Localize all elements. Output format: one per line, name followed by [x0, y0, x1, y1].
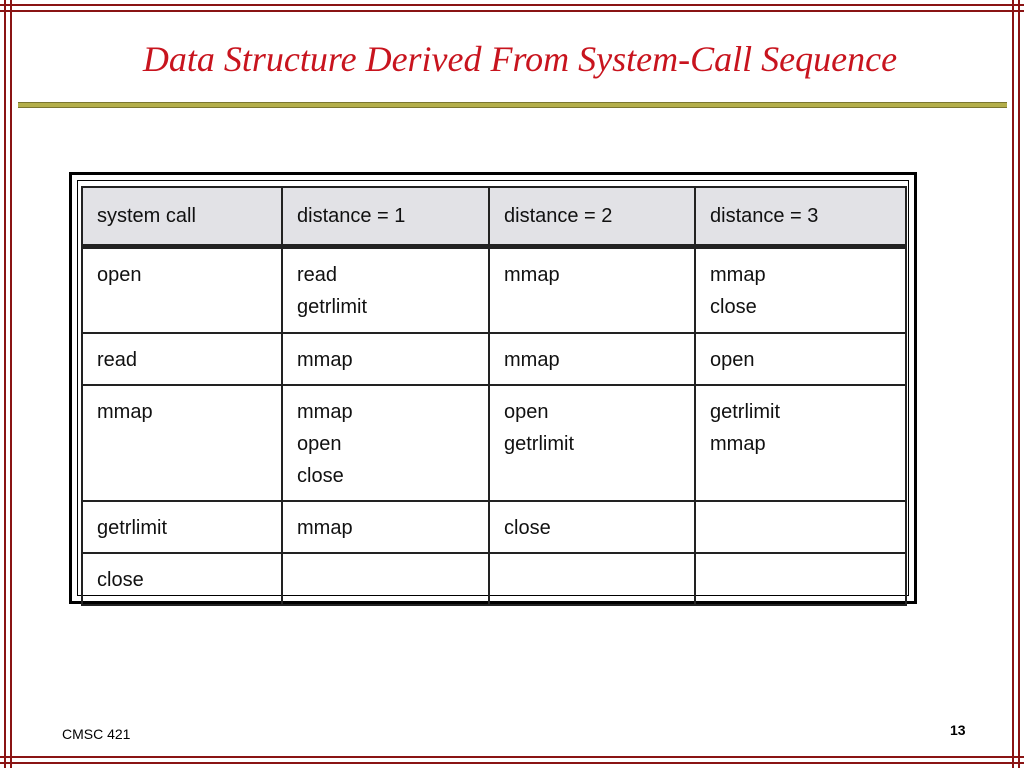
cell-text: getrlimit: [504, 432, 575, 455]
frame-border-left-inner: [10, 0, 12, 768]
cell-distance-3: [695, 501, 906, 553]
cell-system-call: [82, 247, 282, 333]
header-distance-1: distance = 1: [282, 187, 489, 247]
table-row: [82, 247, 906, 333]
frame-border-right-inner: [1012, 0, 1014, 768]
cell-system-call: [82, 553, 282, 605]
cell-text: close: [297, 464, 344, 487]
cell-text: mmap: [504, 264, 560, 286]
cell-distance-2: [489, 247, 695, 333]
cell-text: mmap: [710, 264, 766, 286]
slide-title: Data Structure Derived From System-Call Sequence: [142, 39, 898, 79]
cell-distance-1: [282, 247, 489, 333]
cell-text: mmap: [504, 348, 560, 371]
cell-text: open: [97, 264, 142, 286]
cell-text: close: [710, 296, 757, 318]
cell-text: mmap: [97, 400, 153, 423]
cell-text: mmap: [297, 348, 353, 371]
cell-distance-1: [282, 553, 489, 605]
cell-distance-1: [282, 333, 489, 385]
system-call-distance-table: [81, 186, 907, 606]
cell-distance-2: [489, 333, 695, 385]
cell-text: open: [504, 400, 549, 423]
cell-text: mmap: [710, 432, 766, 455]
title-underline-rule: [18, 102, 1007, 108]
cell-text: read: [297, 264, 338, 286]
frame-border-top-outer: [0, 4, 1024, 6]
slide-page-number: 13: [950, 722, 966, 738]
cell-system-call: [82, 501, 282, 553]
frame-border-top-inner: [0, 10, 1024, 12]
frame-border-bottom-inner: [0, 756, 1024, 758]
cell-distance-2: [489, 553, 695, 605]
table-row: [82, 333, 906, 385]
cell-distance-3: [695, 247, 906, 333]
cell-system-call: [82, 385, 282, 501]
cell-text: close: [97, 568, 144, 591]
cell-distance-3: [695, 385, 906, 501]
cell-distance-2: [489, 385, 695, 501]
cell-text: open: [297, 432, 342, 455]
cell-text: getrlimit: [97, 516, 168, 539]
cell-distance-3: [695, 333, 906, 385]
table-row: [82, 385, 906, 501]
header-system-call: system call: [82, 187, 282, 247]
cell-distance-1: [282, 501, 489, 553]
header-distance-2: distance = 2: [489, 187, 695, 247]
cell-text: mmap: [297, 516, 353, 539]
cell-text: mmap: [297, 400, 353, 423]
cell-text: open: [710, 348, 755, 371]
cell-distance-1: [282, 385, 489, 501]
table-header-row: [82, 187, 906, 247]
frame-border-left-outer: [4, 0, 6, 768]
cell-distance-3: [695, 553, 906, 605]
table-row: [82, 553, 906, 605]
cell-text: getrlimit: [710, 400, 781, 423]
cell-text: getrlimit: [297, 296, 368, 318]
frame-border-right-outer: [1018, 0, 1020, 768]
header-distance-3: distance = 3: [695, 187, 906, 247]
frame-border-bottom-outer: [0, 762, 1024, 764]
cell-text: read: [97, 348, 138, 371]
cell-text: close: [504, 516, 551, 539]
footer-course-label: CMSC 421: [62, 726, 131, 742]
cell-distance-2: [489, 501, 695, 553]
table-row: [82, 501, 906, 553]
cell-system-call: [82, 333, 282, 385]
